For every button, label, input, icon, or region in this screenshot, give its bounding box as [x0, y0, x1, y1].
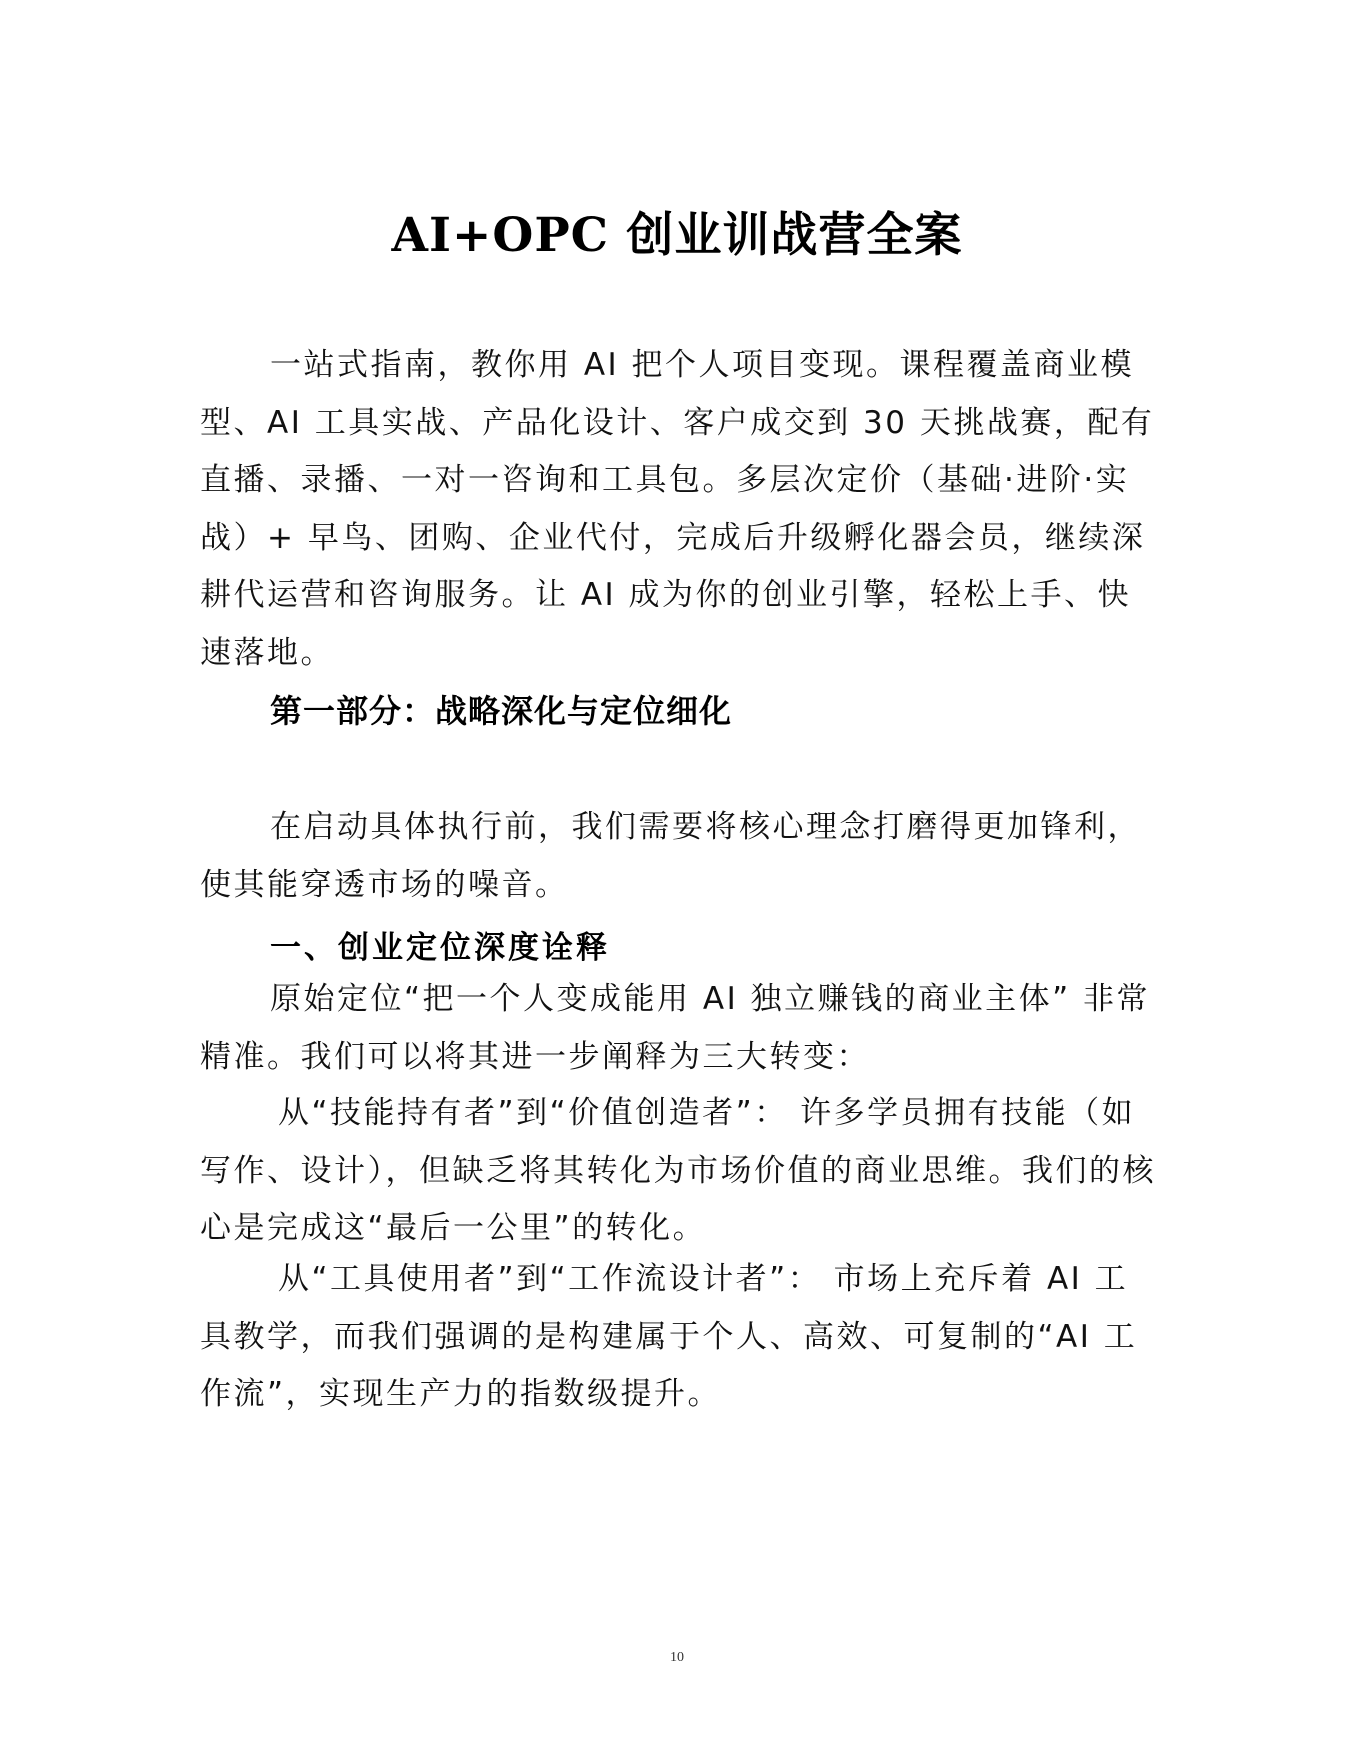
section-heading: 第一部分：战略深化与定位细化 — [270, 692, 733, 730]
intro-paragraph: 一站式指南，教你用 AI 把个人项目变现。课程覆盖商业模型、AI 工具实战、产品化设计、客户成交到 30 天挑战赛，配有直播、录播、一对一咨询和工具包。多层次定价（基础·进阶·实战）+ 早鸟、团购、企业代付，完成后升级孵化器会员，继续深耕代运营和咨询服务。让 AI 成为你的创业引擎，轻松上手、快速落地。 — [200, 347, 1155, 671]
positioning-paragraph: 原始定位“把一个人变成能用 AI 独立赚钱的商业主体” 非常精准。我们可以将其进一步阐释为三大转变： — [200, 981, 1151, 1075]
section-intro-paragraph: 在启动具体执行前，我们需要将核心理念打磨得更加锋利，使其能穿透市场的噪音。 — [200, 809, 1141, 903]
shift-paragraph-2: 从“工具使用者”到“工作流设计者”： 市场上充斥着 AI 工具教学，而我们强调的是构建属于个人、高效、可复制的“AI 工作流”，实现生产力的指数级提升。 — [200, 1261, 1138, 1412]
page-number: 10 — [670, 1650, 684, 1665]
subsection-heading: 一、创业定位深度诠释 — [270, 930, 610, 966]
document-title: AI+OPC 创业训战营全案 — [391, 208, 963, 263]
shift-paragraph-1: 从“技能持有者”到“价值创造者”： 许多学员拥有技能（如写作、设计），但缺乏将其转化为市场价值的商业思维。我们的核心是完成这“最后一公里”的转化。 — [200, 1095, 1156, 1246]
